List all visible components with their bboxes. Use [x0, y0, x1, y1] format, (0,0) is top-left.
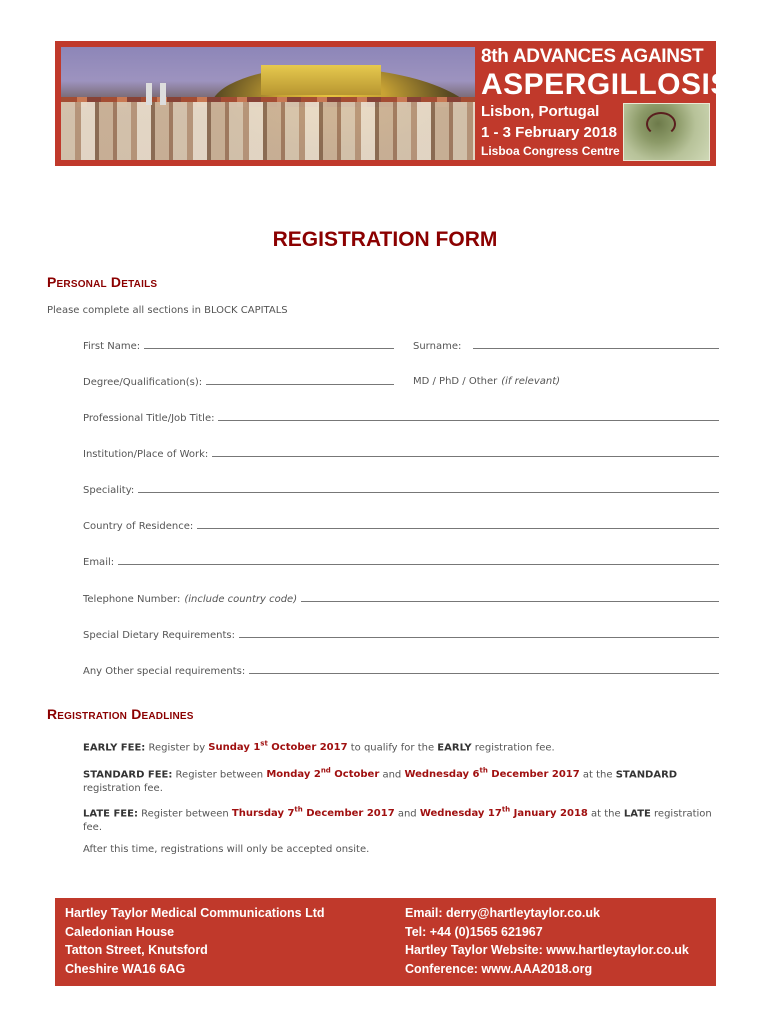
surname-input-line[interactable] — [473, 340, 719, 349]
other-requirements-label: Any Other special requirements: — [83, 666, 246, 677]
speciality-input-line[interactable] — [138, 484, 719, 493]
standard-fee-text — [83, 764, 713, 796]
job-title-input-line[interactable] — [218, 412, 719, 421]
banner-location: Lisbon, Portugal — [481, 103, 600, 120]
telephone-hint: (include country code) — [184, 594, 298, 605]
telephone-label: Telephone Number: — [83, 594, 181, 605]
ordinal: th — [501, 806, 511, 814]
fee-type: LATE — [623, 808, 651, 820]
photo-castle — [261, 65, 381, 95]
banner-edition: 8th ADVANCES AGAINST — [481, 46, 704, 67]
company-address — [65, 904, 325, 978]
first-name-field[interactable] — [83, 340, 394, 352]
contact-email[interactable]: Email: derry@hartleytaylor.co.uk — [405, 906, 600, 920]
country-input-line[interactable] — [197, 520, 719, 529]
surname-field[interactable] — [413, 340, 719, 352]
date-part: December 2017 — [487, 769, 580, 781]
job-title-label: Professional Title/Job Title: — [83, 413, 215, 424]
speciality-field[interactable] — [83, 484, 719, 496]
telephone-input-line[interactable] — [301, 593, 719, 602]
ordinal: nd — [320, 767, 331, 775]
conference-website[interactable]: Conference: www.AAA2018.org — [405, 961, 593, 976]
job-title-field[interactable] — [83, 412, 719, 424]
address-line-2: Tatton Street, Knutsford — [65, 943, 208, 957]
speciality-label: Speciality: — [83, 485, 135, 496]
date-part: January 2018 — [510, 808, 588, 820]
first-name-input-line[interactable] — [144, 340, 394, 349]
conference-banner — [55, 41, 731, 166]
date-part: Wednesday 17 — [419, 808, 502, 820]
contact-footer — [55, 898, 716, 986]
text: Register between — [172, 769, 267, 781]
early-fee-label: EARLY FEE: — [83, 742, 146, 754]
first-name-label: First Name: — [83, 341, 141, 352]
banner-dates: 1 - 3 February 2018 — [481, 124, 617, 141]
personal-details-heading: Personal Details — [47, 274, 158, 290]
late-fee-label: LATE FEE: — [83, 808, 138, 820]
text: Register between — [137, 808, 232, 820]
degree-field[interactable] — [83, 376, 394, 388]
lisbon-photo — [61, 47, 475, 160]
degree-label: Degree/Qualification(s): — [83, 377, 203, 388]
instructions-text: Please complete all sections in BLOCK CAPITALS — [47, 305, 288, 316]
ordinal: th — [294, 806, 303, 814]
early-deadline-date — [208, 742, 347, 753]
banner-title: ASPERGILLOSIS — [481, 68, 731, 101]
ordinal: st — [260, 740, 268, 748]
late-end-date — [420, 808, 588, 819]
micrograph-ring — [646, 112, 676, 136]
dietary-input-line[interactable] — [239, 629, 719, 638]
text: Register by — [145, 742, 209, 754]
institution-input-line[interactable] — [212, 448, 719, 457]
company-website[interactable]: Hartley Taylor Website: www.hartleytaylor.co.uk — [405, 943, 689, 957]
other-requirements-input-line[interactable] — [249, 665, 719, 674]
text: registration fee. — [83, 808, 712, 834]
date-part: Thursday 7 — [231, 808, 295, 820]
fee-type: STANDARD — [615, 769, 678, 781]
address-line-3: Cheshire WA16 6AG — [65, 961, 186, 976]
text: registration fee. — [471, 742, 555, 754]
standard-end-date — [404, 769, 579, 780]
text: and — [379, 769, 405, 781]
text: and — [394, 808, 420, 820]
text: registration fee. — [83, 783, 163, 795]
country-field[interactable] — [83, 520, 719, 532]
photo-towers — [136, 83, 176, 105]
late-start-date — [232, 808, 395, 819]
registration-deadlines-heading: Registration Deadlines — [47, 706, 194, 722]
dietary-field[interactable] — [83, 629, 719, 641]
email-field[interactable] — [83, 556, 719, 568]
standard-fee-label: STANDARD FEE: — [83, 769, 173, 781]
date-part: Wednesday 6 — [404, 769, 480, 781]
contact-phone: Tel: +44 (0)1565 621967 — [405, 924, 543, 939]
text: at the — [587, 808, 624, 820]
date-part: December 2017 — [302, 808, 395, 820]
degree-options — [413, 376, 564, 387]
degree-hint: (if relevant) — [501, 376, 561, 387]
micrograph-image — [623, 103, 710, 161]
fee-type: EARLY — [437, 742, 472, 754]
text: to qualify for the — [347, 742, 438, 754]
contact-details — [405, 904, 689, 978]
country-label: Country of Residence: — [83, 521, 194, 532]
late-fee-text — [83, 803, 713, 835]
date-part: October — [330, 769, 380, 781]
early-fee-text — [83, 737, 713, 755]
dietary-label: Special Dietary Requirements: — [83, 630, 235, 641]
onsite-note: After this time, registrations will only be accepted onsite. — [83, 844, 370, 855]
company-name: Hartley Taylor Medical Communications Ltd — [65, 906, 325, 920]
institution-label: Institution/Place of Work: — [83, 449, 209, 460]
standard-start-date — [266, 769, 379, 780]
banner-venue: Lisboa Congress Centre — [481, 144, 620, 158]
degree-options-text: MD / PhD / Other — [413, 376, 498, 387]
date-part: Sunday 1 — [208, 742, 261, 754]
date-part: Monday 2 — [266, 769, 321, 781]
text: at the — [579, 769, 616, 781]
photo-town — [61, 102, 475, 160]
surname-label: Surname: — [413, 341, 462, 352]
date-part: October 2017 — [267, 742, 348, 754]
email-label: Email: — [83, 557, 115, 568]
institution-field[interactable] — [83, 448, 719, 460]
email-input-line[interactable] — [118, 556, 719, 565]
degree-input-line[interactable] — [206, 376, 394, 385]
other-requirements-field[interactable] — [83, 665, 719, 677]
ordinal: th — [479, 767, 488, 775]
address-line-1: Caledonian House — [65, 924, 175, 939]
page-title: REGISTRATION FORM — [272, 228, 498, 251]
telephone-field[interactable] — [83, 593, 719, 605]
